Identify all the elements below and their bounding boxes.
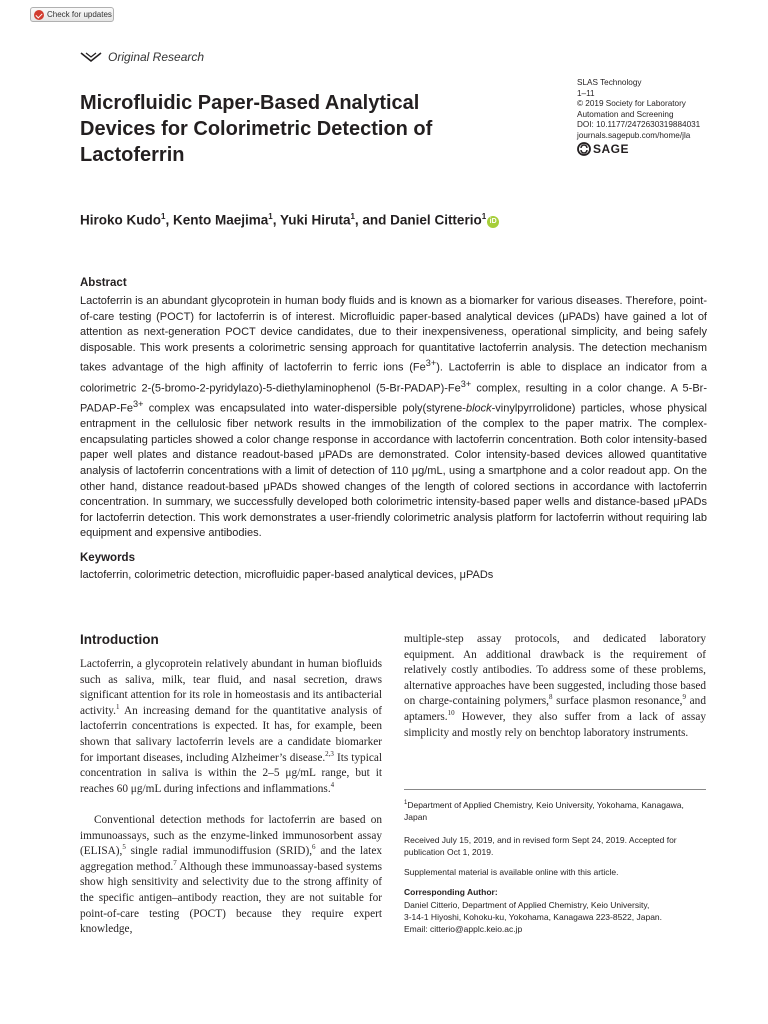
- corr-line: 3-14-1 Hiyoshi, Kohoku-ku, Yokohama, Kanagawa 223-8522, Japan.: [404, 912, 663, 922]
- check-for-updates-button[interactable]: [30, 7, 114, 22]
- text-segment: surface plasmon resonance,: [552, 695, 683, 708]
- abstract-segment: complex, resulting in a color change. A 5-Br-PADAP-Fe: [80, 382, 707, 415]
- journal-name: SLAS Technology: [577, 78, 642, 87]
- abstract-segment: Lactoferrin is an abundant glycoprotein in human body fluids and is known as a biomarker for various diseases. Therefore, point-of-care testing (POCT) for lactoferrin is of interest. Microfluidic paper-based analytical devices (μPADs) have gained a lot of attention as next-generation POCT device candidates, due to their inexpensiveness, operational simplicity, and being safely disposable. This work presents a colorimetric sensing approach for quantitative lactoferrin analysis. The detection mechanism takes advantage of the high affinity of lactoferrin to ferric ions (Fe: [80, 295, 707, 375]
- citation-ref[interactable]: 6: [312, 843, 316, 852]
- author-maejima: , Kento Maejima: [165, 212, 269, 228]
- article-type: [80, 50, 204, 64]
- abstract-superscript: 3+: [460, 378, 472, 389]
- text-segment: multiple-step assay protocols, and dedicated laboratory equipment. An additional drawback is the requirement of relatively costly antibodies. To address some of these problems, alternative approaches have been suggested, including those based on charge-containing polymers,: [404, 633, 706, 708]
- intro-paragraph-2: [80, 813, 382, 938]
- author-affiliation-sup: 1: [161, 212, 166, 221]
- publisher-name: SAGE: [593, 141, 630, 156]
- author-affiliation-sup: 1: [350, 212, 355, 221]
- journal-url[interactable]: journals.sagepub.com/home/jla: [577, 130, 691, 140]
- journal-doi[interactable]: DOI: 10.1177/2472630319884031: [577, 120, 701, 129]
- footnote-divider: [404, 789, 706, 790]
- citation-ref[interactable]: 8: [548, 693, 553, 702]
- text-segment: Although these immunoassay-based systems show high sensitivity and selectivity due to the strong affinity of the specific antigen–antibody reaction, they are not suitable for point-of-care testing (POCT) because they require expert knowledge,: [80, 860, 383, 936]
- text-segment: single radial immunodiffusion (SRID),: [125, 845, 313, 858]
- corresponding-author: [404, 899, 706, 935]
- author-affiliation-sup: 1: [481, 212, 487, 221]
- abstract-segment: -vinylpyrrolidone) particles, whose physical entrapment in the cellulosic fiber network results in the immobilization of the complex to the paper matrix. The complex-encapsulating particles showed a color change response in accordance with lactoferrin concentration. Both color intensity-based paper well plates and distance readout-based μPADs are demonstrated. Color intensity-based devices allowed quantitative analysis of lactoferrin concentrations with a limit of detection of 110 μg/mL, using a smartphone and a color readout app. On the other hand, distance readout-based μPADs showed changes of the length of colored sections in accordance with lactoferrin concentration. In summary, we successfully developed both colorimetric intensity-based paper wells and distance-based μPADs for lactoferrin detection. This work demonstrates a user-friendly colorimetric analysis platform for lactoferrin without requiring lab equipment and expensive antibodies.: [80, 402, 707, 540]
- affiliation-sup: 1: [404, 800, 408, 806]
- text-segment: However, they also suffer from a lack of assay simplicity and mostly rely on benchtop laboratory instruments.: [404, 710, 706, 739]
- abstract-text: [80, 294, 707, 542]
- author-affiliation-sup: 1: [268, 212, 273, 221]
- author-hiruta: , Yuki Hiruta: [272, 212, 351, 228]
- citation-ref[interactable]: 7: [173, 859, 177, 868]
- abstract-segment: complex was encapsulated into water-dispersible poly(styrene-: [143, 402, 466, 415]
- affiliation-footnote: [404, 797, 706, 823]
- citation-ref[interactable]: 2,3: [325, 749, 334, 758]
- check-for-updates-label: Check for updates: [47, 10, 112, 19]
- abstract-superscript: 3+: [132, 398, 144, 409]
- abstract-segment: ). Lactoferrin is able to displace an indicator from a colorimetric 2-(5-bromo-2-pyridylazo)-5-diethylaminophenol (5-Br-PADAP)-Fe: [80, 362, 707, 395]
- publisher-logo: [577, 142, 747, 156]
- author-kudo: Hiroko Kudo: [80, 212, 161, 228]
- corr-line: Daniel Citterio, Department of Applied Chemistry, Keio University,: [404, 900, 650, 910]
- citation-ref[interactable]: 1: [115, 703, 120, 712]
- corr-email[interactable]: Email: citterio@applc.keio.ac.jp: [404, 924, 523, 934]
- citation-ref[interactable]: 10: [447, 709, 455, 718]
- text-segment: Conventional detection methods for lactoferrin are based on immunoassays, such as the enzyme-linked immunosorbent assay (ELISA),: [80, 814, 382, 858]
- journal-copyright: © 2019 Society for Laboratory: [577, 99, 686, 108]
- text-segment: An increasing demand for the quantitative analysis of lactoferrin concentrations is expected. It has, for example, been shown that salivary lactoferrin levels are a candidate biomarker for important diseases, including Alzheimer’s disease.: [80, 704, 382, 764]
- article-type-label: Original Research: [108, 50, 205, 64]
- abstract-italic: block: [465, 402, 492, 415]
- abstract-heading: Abstract: [80, 277, 127, 289]
- journal-pages: 1–11: [577, 88, 595, 98]
- journal-info: [577, 78, 747, 156]
- supplemental-note: Supplemental material is available online with this article.: [404, 867, 619, 877]
- journal-copyright-line2: Automation and Screening: [577, 109, 674, 119]
- citation-ref[interactable]: 4: [330, 780, 335, 789]
- author-citterio: , and Daniel Citterio: [354, 212, 482, 228]
- text-segment: Its typical concentration in saliva is within the 2–5 μg/mL range, but it reaches 60 μg/mL during infections and inflammations.: [80, 751, 383, 795]
- orcid-icon[interactable]: iD: [487, 216, 499, 228]
- text-segment: Lactoferrin, a glycoprotein relatively abundant in human biofluids such as saliva, milk, tear fluid, and nasal secretion, draws significant attention for its role in homeostasis and its antibacterial activity.: [80, 658, 382, 717]
- article-title: Microfluidic Paper-Based Analytical Devices for Colorimetric Detection of Lactoferrin: [80, 92, 433, 166]
- citation-ref[interactable]: 9: [682, 693, 686, 702]
- keywords-text: lactoferrin, colorimetric detection, microfluidic paper-based analytical devices, μPADs: [80, 569, 494, 581]
- check-updates-icon: [34, 10, 44, 20]
- corresponding-author-heading: Corresponding Author:: [404, 887, 498, 897]
- introduction-heading: Introduction: [80, 632, 159, 647]
- received-dates: Received July 15, 2019, and in revised form Sept 24, 2019. Accepted for publication Oct 1, 2019.: [404, 835, 677, 857]
- intro-paragraph-1: [80, 657, 382, 797]
- text-segment: and the latex aggregation method.: [80, 845, 382, 873]
- text-segment: and aptamers.: [404, 695, 706, 723]
- author-list: [80, 212, 499, 228]
- intro-paragraph-3: [404, 632, 706, 741]
- chevron-ornament-icon: [80, 51, 102, 63]
- abstract-superscript: 3+: [425, 358, 437, 369]
- keywords-heading: Keywords: [80, 552, 135, 564]
- affiliation-text: Department of Applied Chemistry, Keio University, Yokohama, Kanagawa, Japan: [404, 799, 684, 822]
- sage-logo-icon: [577, 142, 591, 156]
- citation-ref[interactable]: 5: [122, 843, 126, 852]
